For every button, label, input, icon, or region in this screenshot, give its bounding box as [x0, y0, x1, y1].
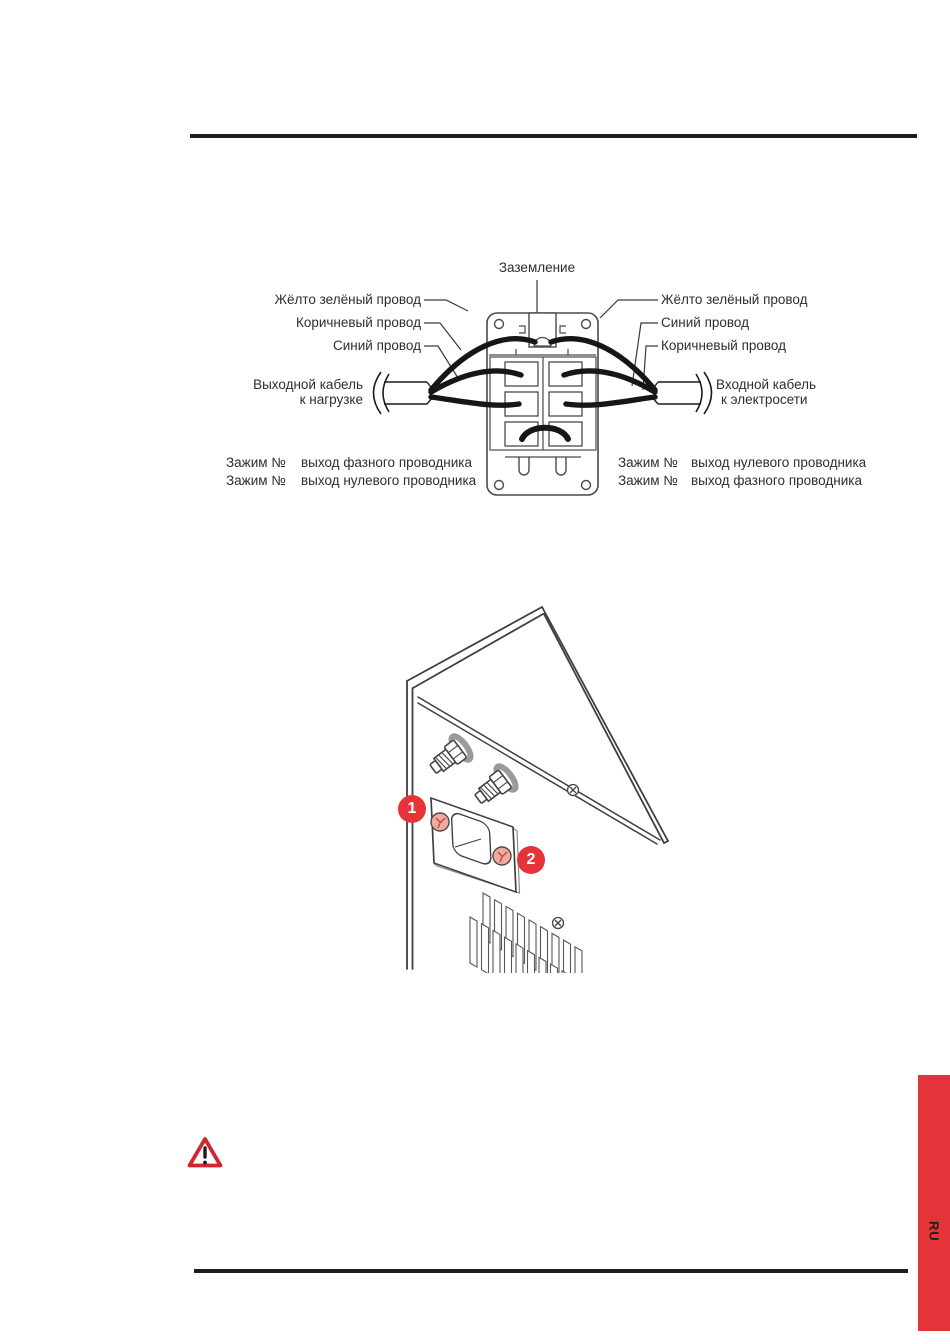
vent-grille — [470, 893, 582, 1028]
clamp-label: Зажим № — [226, 473, 286, 488]
wire-label-left-brown: Коричневый провод — [295, 315, 421, 330]
callout-2-badge: 2 — [517, 846, 545, 874]
clamp-description: выход нулевого проводника — [691, 455, 867, 470]
wire-label-left-blue: Синий провод — [332, 338, 421, 353]
clamp-label: Зажим № — [618, 455, 678, 470]
terminal-note-right-1 — [618, 455, 866, 471]
input-cable — [652, 372, 712, 414]
clamp-description: выход нулевого проводника — [301, 473, 477, 488]
language-tab — [918, 1075, 950, 1331]
terminal-note-right-2 — [618, 473, 862, 489]
input-cable-label-line1: Входной кабель — [716, 377, 817, 392]
output-cable — [374, 372, 434, 414]
cable-gland-1 — [425, 734, 474, 781]
phillips-screw-2 — [553, 918, 564, 929]
warning-icon — [190, 1139, 221, 1166]
cable-gland-2 — [470, 764, 519, 811]
wire-label-right-blue: Синий провод — [661, 315, 750, 330]
wire-label-right-brown: Коричневый провод — [661, 338, 787, 353]
callout-1-badge: 1 — [398, 795, 426, 823]
output-cable-label-line1: Выходной кабель — [253, 377, 363, 392]
clamp-description: выход фазного проводника — [301, 455, 472, 470]
terminal-note-left-1 — [226, 455, 472, 471]
plate-screw-1 — [431, 813, 449, 831]
device-figure — [407, 607, 668, 1028]
clamp-label: Зажим № — [618, 473, 678, 488]
plate-screw-2 — [493, 847, 511, 865]
input-cable-label-line2: к электросети — [721, 392, 808, 407]
cabinet-edges — [407, 607, 668, 969]
clamp-label: Зажим № — [226, 455, 286, 470]
phillips-screw-1 — [568, 785, 579, 796]
wire-label-left-yellow-green: Жёлто зелёный провод — [274, 292, 421, 307]
output-cable-label — [253, 377, 363, 407]
input-cable-label — [716, 377, 816, 407]
terminal-note-left-2 — [226, 473, 476, 489]
language-tab-label: RU — [926, 1221, 942, 1242]
wire-label-right-yellow-green: Жёлто зелёный провод — [661, 292, 808, 307]
clamp-description: выход фазного проводника — [691, 473, 862, 488]
output-cable-label-line2: к нагрузке — [299, 392, 363, 407]
cover-plate — [431, 798, 520, 893]
ground-label: Заземление — [498, 260, 576, 275]
